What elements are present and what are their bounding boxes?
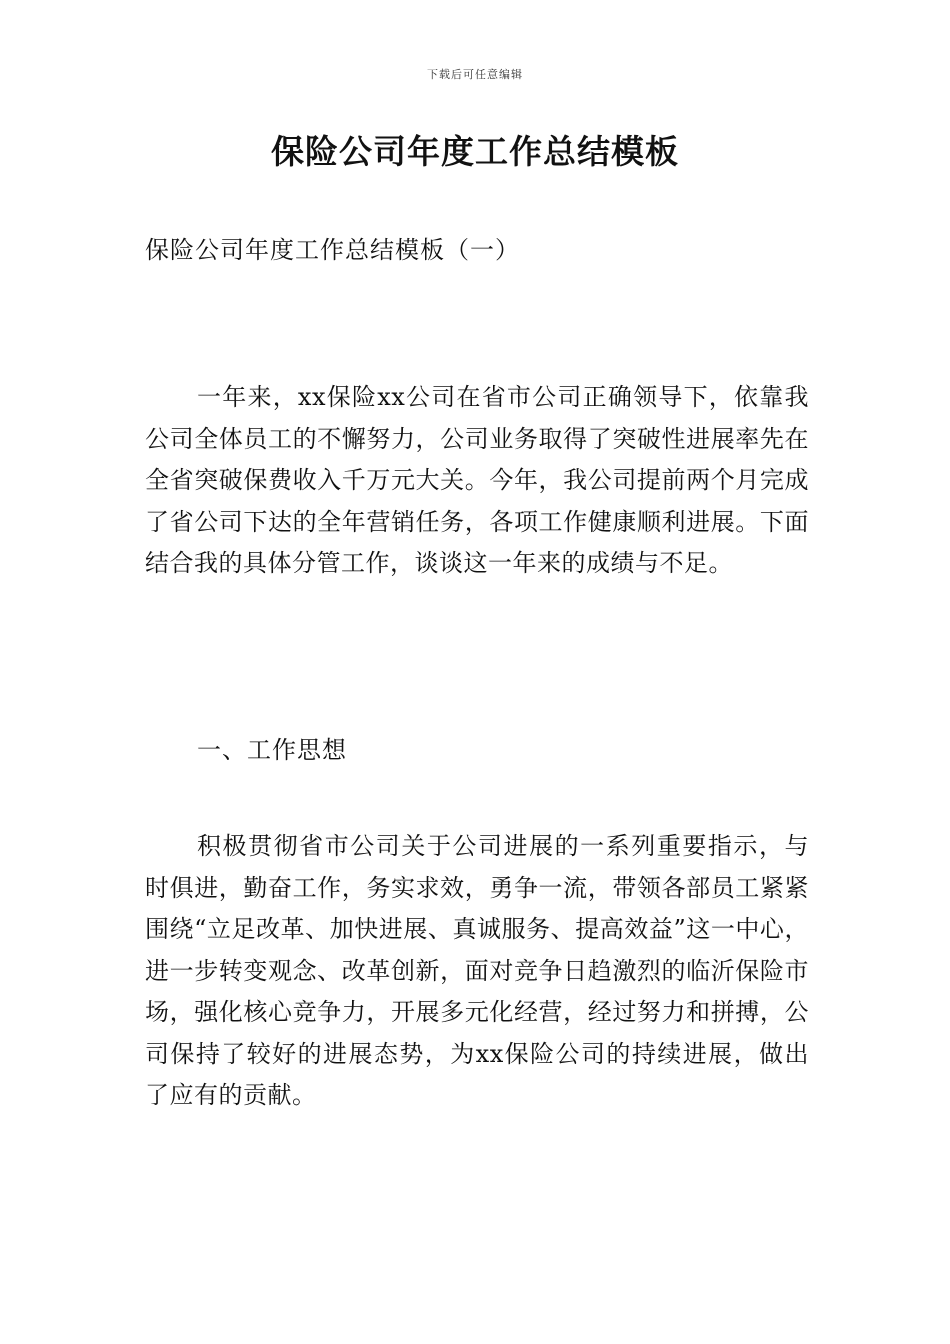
document-title: 保险公司年度工作总结模板: [271, 132, 679, 171]
intro-paragraph: 一年来，xx保险xx公司在省市公司正确领导下，依靠我公司全体员工的不懈努力，公司业务取得了突破性进展率先在全省突破保费收入千万元大关。今年，我公司提前两个月完成了省公司下达的全年营销任务，各项工作健康顺利进展。下面结合我的具体分管工作，谈谈这一年来的成绩与不足。: [145, 383, 809, 577]
section-heading-work-thinking: 一、工作思想: [197, 736, 347, 764]
document-subtitle: 保险公司年度工作总结模板（一）: [145, 236, 520, 264]
header-note: 下载后可任意编辑: [427, 68, 523, 81]
section-paragraph-work-thinking: 积极贯彻省市公司关于公司进展的一系列重要指示，与时俱进，勤奋工作，务实求效，勇争一流，带领各部员工紧紧围绕“立足改革、加快进展、真诚服务、提高效益”这一中心，进一步转变观念、改革创新，面对竞争日趋激烈的临沂保险市场，强化核心竞争力，开展多元化经营，经过努力和拼搏，公司保持了较好的进展态势，为xx保险公司的持续进展，做出了应有的贡献。: [145, 832, 809, 1109]
